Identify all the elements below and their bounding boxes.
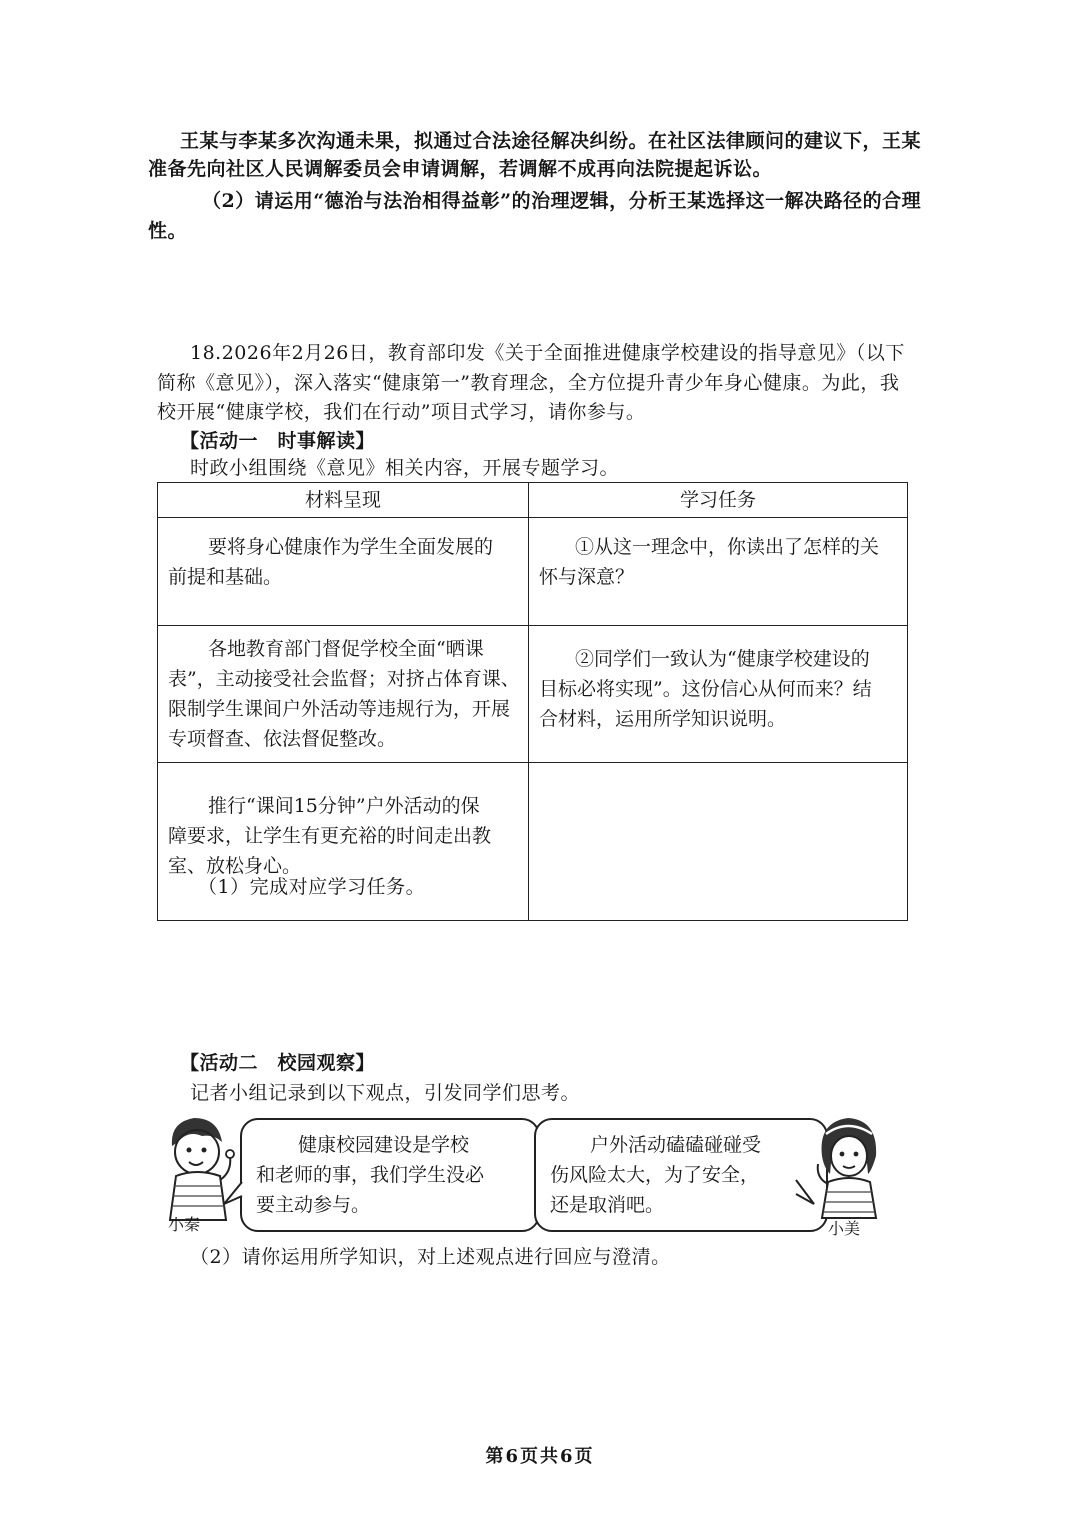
- material-3-line: 室、放松身心。: [168, 855, 302, 877]
- material-cell-2: [158, 626, 528, 762]
- material-1-line: 前提和基础。: [168, 566, 283, 588]
- q18-line-1: 18.2026年2月26日，教育部印发《关于全面推进健康学校建设的指导意见》（以下: [190, 342, 905, 364]
- material-3-line: 推行“课间15分钟”户外活动的保: [208, 795, 480, 817]
- table-header-task: 学习任务: [529, 483, 908, 518]
- task-1-line: 怀与深意？: [539, 566, 635, 588]
- right-character-name: 小美: [828, 1219, 861, 1238]
- material-2-line: 各地教育部门督促学校全面“晒课: [208, 638, 484, 660]
- material-task-table: [157, 482, 908, 921]
- task-cell-3-empty: [529, 763, 908, 921]
- q17-2-line-2: 性。: [148, 220, 188, 242]
- material-3-line: 障要求，让学生有更充裕的时间走出教: [168, 825, 492, 847]
- page-footer: 第6页共6页: [485, 1446, 595, 1467]
- left-speech-bubble: [240, 1118, 540, 1232]
- q17-2-line-1: （2）请运用“德治与法治相得益彰”的治理逻辑，分析王某选择这一解决路径的合理: [202, 190, 922, 212]
- left-character-name: 小秦: [168, 1215, 201, 1234]
- material-2-line: 限制学生课间户外活动等违规行为，开展: [168, 698, 511, 720]
- intro-line-2: 准备先向社区人民调解委员会申请调解，若调解不成再向法院提起诉讼。: [148, 158, 773, 180]
- q18-line-3: 校开展“健康学校，我们在行动”项目式学习，请你参与。: [157, 401, 646, 423]
- material-cell-1: [158, 518, 528, 600]
- q18-line-2: 简称《意见》），深入落实“健康第一”教育理念，全方位提升青少年身心健康。为此，我: [157, 372, 900, 394]
- task-2-line: 目标必将实现”。这份信心从何而来？结: [539, 678, 872, 700]
- table-row: [158, 626, 908, 763]
- material-2-line: 表”，主动接受社会监督；对挤占体育课、: [168, 668, 520, 690]
- activity1-intro: 时政小组围绕《意见》相关内容，开展专题学习。: [190, 457, 620, 479]
- right-bubble-line: 户外活动磕磕碰碰受: [590, 1134, 762, 1156]
- task-2-line: 合材料，运用所学知识说明。: [539, 708, 787, 730]
- right-speech-bubble: [534, 1118, 828, 1232]
- right-bubble-line: 还是取消吧。: [550, 1194, 665, 1216]
- material-cell-3: [158, 763, 528, 889]
- left-bubble-line: 健康校园建设是学校: [298, 1134, 470, 1156]
- task-2-line: ②同学们一致认为“健康学校建设的: [575, 648, 870, 670]
- activity2-title: 【活动二 校园观察】: [180, 1052, 376, 1074]
- material-1-line: 要将身心健康作为学生全面发展的: [208, 536, 494, 558]
- task-cell-2: [529, 626, 907, 742]
- activity2-intro: 记者小组记录到以下观点，引发同学们思考。: [190, 1082, 581, 1104]
- table-row: [158, 518, 908, 626]
- intro-line-1: 王某与李某多次沟通未果，拟通过合法途径解决纠纷。在社区法律顾问的建议下，王某: [180, 130, 922, 152]
- left-bubble-tail: [222, 1180, 244, 1208]
- left-bubble-line: 要主动参与。: [256, 1194, 371, 1216]
- left-bubble-line: 和老师的事，我们学生没必: [256, 1164, 485, 1186]
- activity1-question: （1）完成对应学习任务。: [198, 876, 426, 898]
- material-2-line: 专项督查、依法督促整改。: [168, 728, 397, 750]
- task-1-line: ①从这一理念中，你读出了怎样的关: [575, 536, 880, 558]
- activity1-title: 【活动一 时事解读】: [180, 430, 376, 452]
- right-bubble-line: 伤风险太大，为了安全，: [550, 1164, 760, 1186]
- task-cell-1: [529, 518, 907, 600]
- girl-illustration: [810, 1112, 888, 1220]
- activity2-question: （2）请你运用所学知识，对上述观点进行回应与澄清。: [190, 1246, 671, 1268]
- table-header-material: 材料呈现: [158, 483, 529, 518]
